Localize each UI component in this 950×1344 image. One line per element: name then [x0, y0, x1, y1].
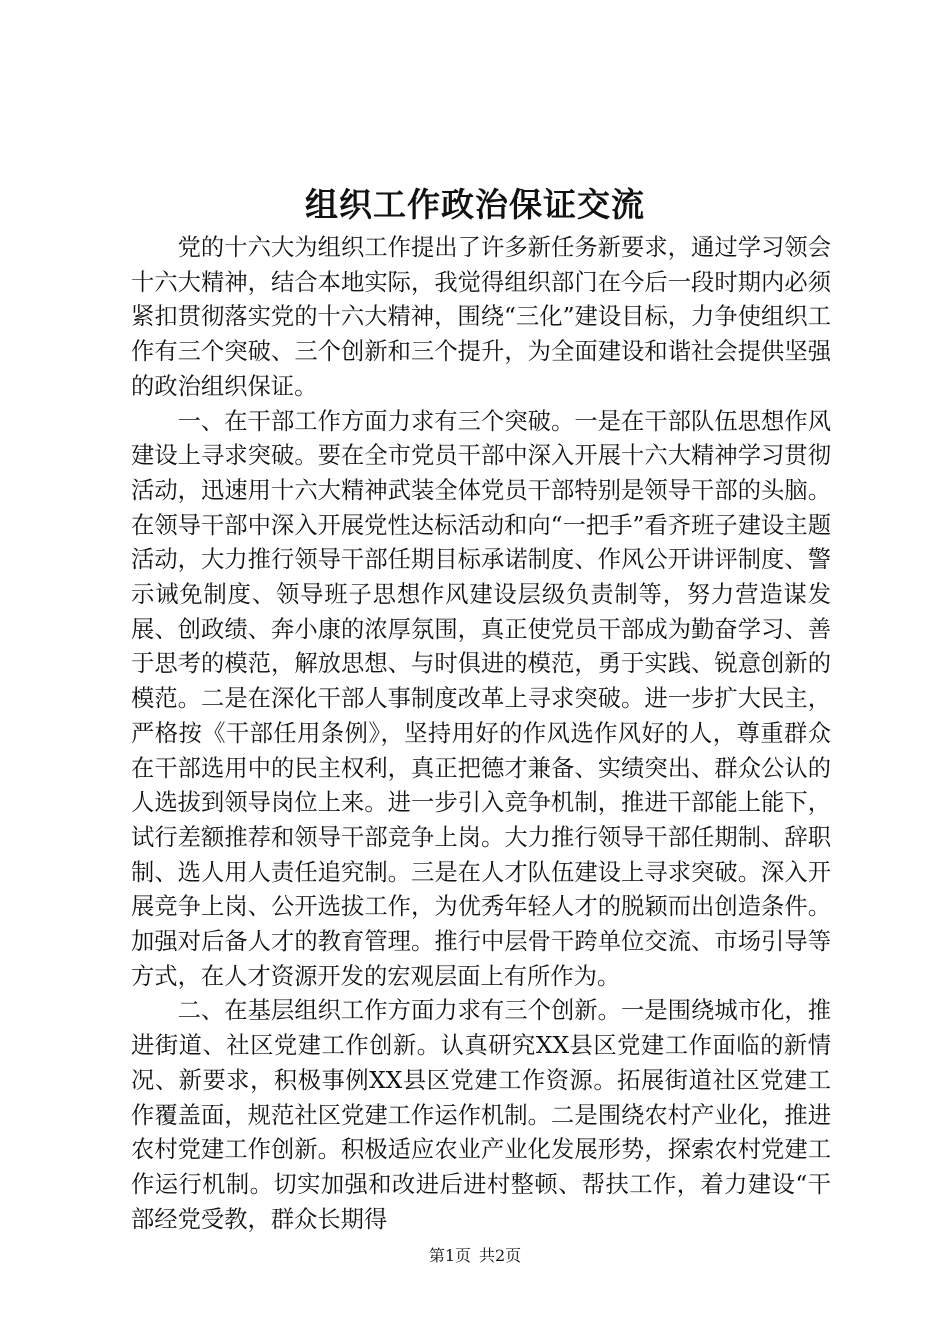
paragraph-grassroots-work: 二、在基层组织工作方面力求有三个创新。一是围绕城市化，推进街道、社区党建工作创新。认真研究XX县区党建工作面临的新情况、新要求，积极事例XX县区党建工作资源。拓展街道社区党建工作覆盖面，规范社区党建工作运作机制。二是围绕农村产业化，推进农村党建工作创新。积极适应农业产业化发展形势，探索农村党建工作运行机制。切实加强和改进后进村整顿、帮扶工作，着力建设“干部经党受教，群众长期得	[131, 997, 831, 1233]
page-number: 第1页	[428, 1246, 471, 1265]
paragraph-cadre-work: 一、在干部工作方面力求有三个突破。一是在干部队伍思想作风建设上寻求突破。要在全市党员干部中深入开展十六大精神学习贯彻活动，迅速用十六大精神武装全体党员干部特别是领导干部的头脑。在领导干部中深入开展党性达标活动和向“一把手”看齐班子建设主题活动，大力推行领导干部任期目标承诺制度、作风公开讲评制度、警示诫免制度、领导班子思想作风建设层级负责制等，努力营造谋发展、创政绩、奔小康的浓厚氛围，真正使党员干部成为勤奋学习、善于思考的模范，解放思想、与时俱进的模范，勇于实践、锐意创新的模范。二是在深化干部人事制度改革上寻求突破。进一步扩大民主，严格按《干部任用条例》，坚持用好的作风选作风好的人，尊重群众在干部选用中的民主权利，真正把德才兼备、实绩突出、群众公认的人选拔到领导岗位上来。进一步引入竞争机制，推进干部能上能下，试行差额推荐和领导干部竞争上岗。大力推行领导干部任期制、辞职制、选人用人责任追究制。三是在人才队伍建设上寻求突破。深入开展竞争上岗、公开选拔工作，为优秀年轻人才的脱颖而出创造条件。加强对后备人才的教育管理。推行中层骨干跨单位交流、市场引导等方式，在人才资源开发的宏观层面上有所作为。	[131, 407, 831, 990]
paragraph-intro: 党的十六大为组织工作提出了许多新任务新要求，通过学习领会十六大精神，结合本地实际，我觉得组织部门在今后一段时期内必须紧扣贯彻落实党的十六大精神，围绕“三化”建设目标，力争使组织工作有三个突破、三个创新和三个提升，为全面建设和谐社会提供坚强的政治组织保证。	[131, 234, 831, 400]
page-total: 共2页	[479, 1246, 522, 1265]
document-body	[131, 231, 831, 1237]
page-footer	[0, 1246, 950, 1266]
document-title: 组织工作政治保证交流	[305, 185, 645, 224]
